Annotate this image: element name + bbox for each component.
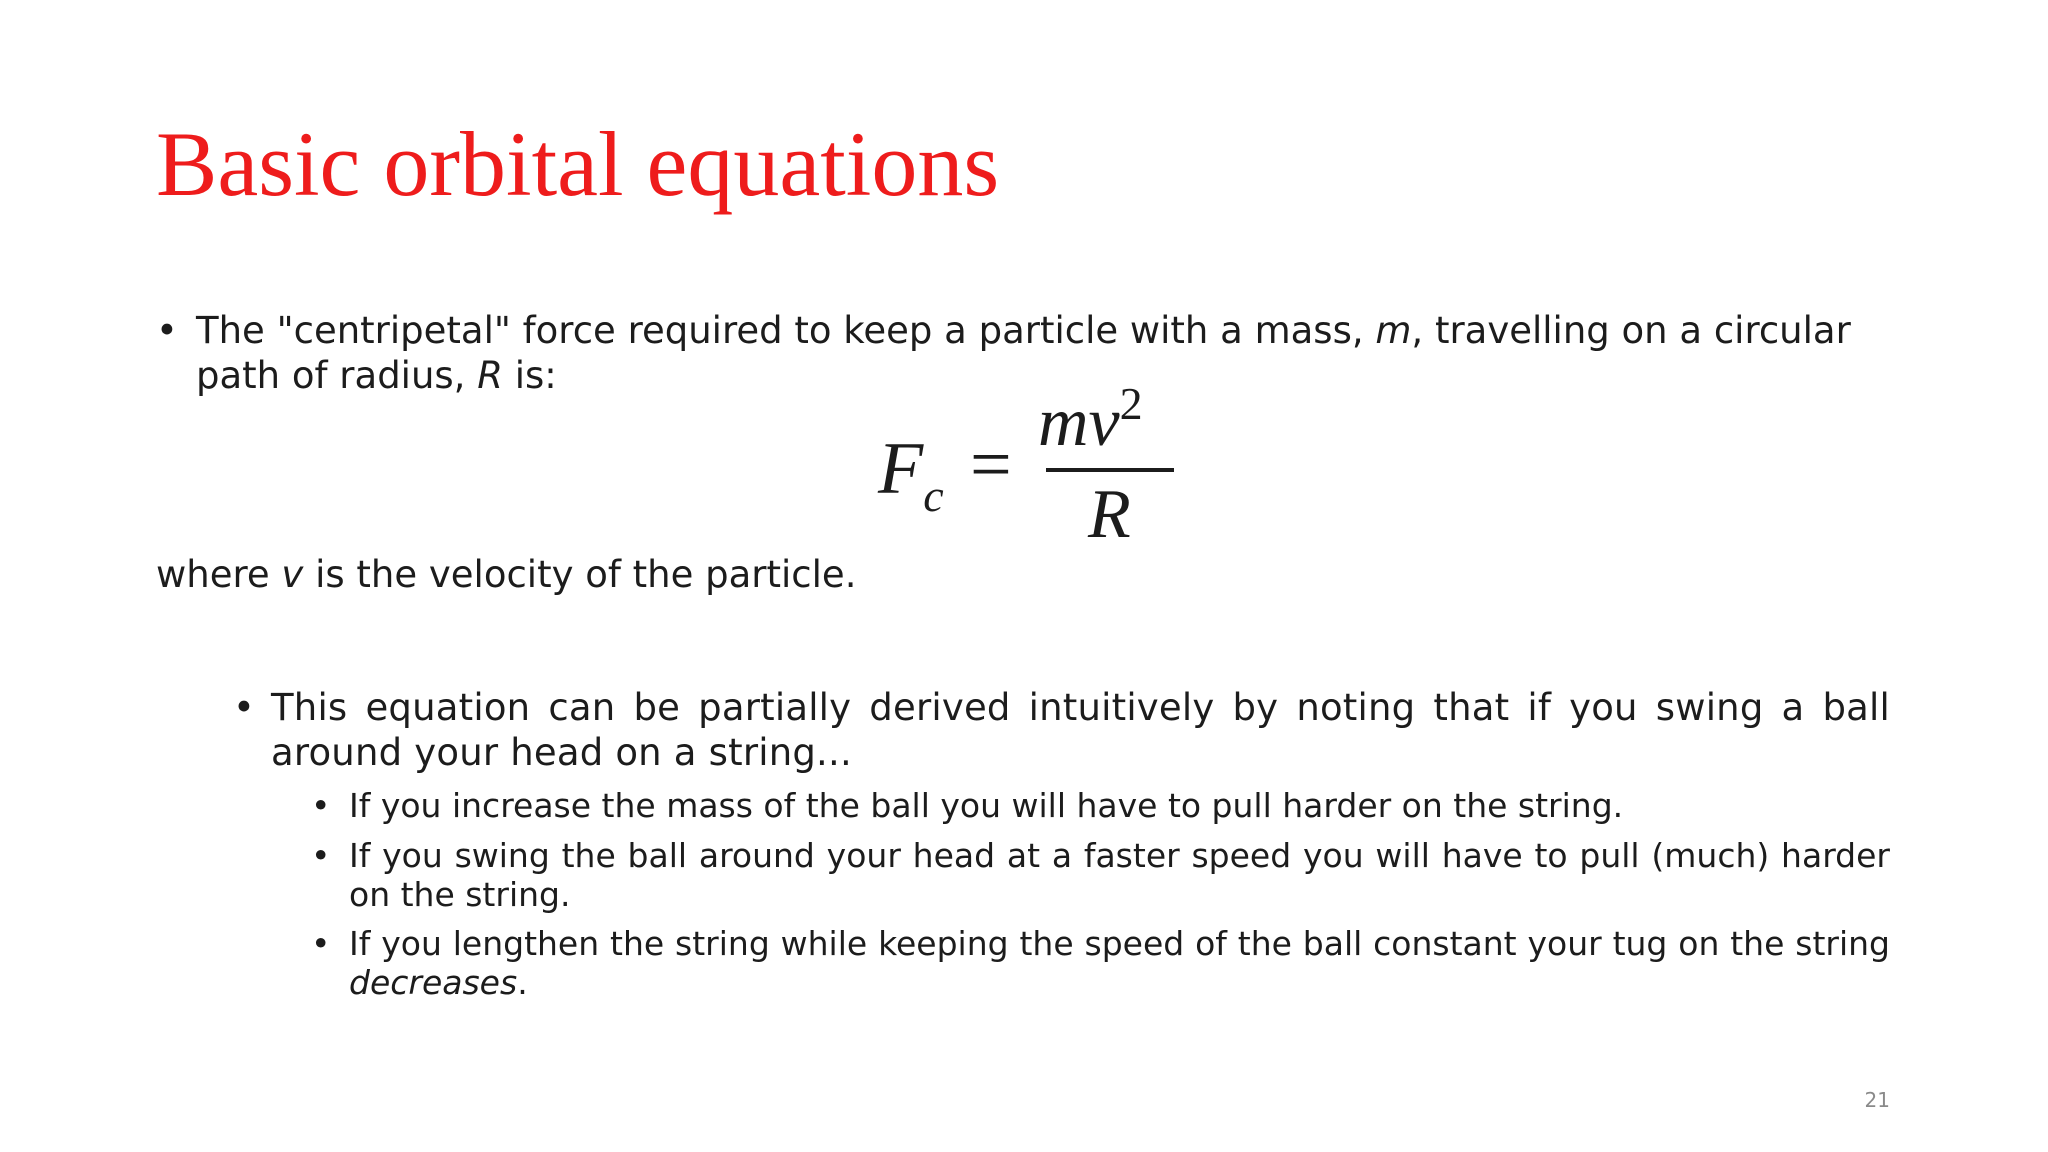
sub-bullet-mass [311, 786, 1890, 825]
formula-numerator [1038, 378, 1143, 461]
formula-denominator: R [1088, 476, 1131, 553]
bullet-marker: • [311, 786, 331, 825]
formula-fraction-bar [1046, 468, 1174, 472]
formula-lhs-subscript: c [923, 470, 944, 521]
formula-lhs-symbol: F [878, 428, 924, 510]
text-segment: is: [502, 354, 557, 397]
slide-title: Basic orbital equations [156, 113, 1000, 215]
bullet-marker: • [233, 686, 256, 729]
bullet-text: If you increase the mass of the ball you will have to pull harder on the string. [349, 786, 1624, 825]
bullet-text [349, 924, 1890, 1002]
centripetal-force-formula [870, 378, 1190, 553]
formula-numerator-text: mv [1038, 384, 1120, 461]
page-number: 21 [1864, 1088, 1890, 1112]
text-segment: If you lengthen the string while keeping the speed of the ball constant your tug on the string [349, 924, 1890, 963]
variable-v: v [281, 553, 304, 596]
text-segment: where [156, 553, 282, 596]
sub-bullet-speed [311, 836, 1890, 914]
variable-R: R [477, 354, 503, 397]
sub-bullet-length [311, 924, 1890, 1002]
formula-equals: = [970, 424, 1012, 506]
text-segment: is the velocity of the particle. [303, 553, 857, 596]
variable-m: m [1375, 309, 1412, 352]
formula-lhs [878, 428, 944, 521]
emphasis-decreases: decreases [349, 963, 518, 1002]
text-segment: . [517, 963, 528, 1002]
bullet-text: This equation can be partially derived intuitively by noting that if you swing a ball around your head on a string... [271, 686, 1890, 774]
bullet-derivation [233, 685, 1890, 775]
bullet-marker: • [311, 836, 331, 875]
where-line [156, 552, 856, 597]
text-segment: , travelling on a circular path of radius, [196, 309, 1851, 397]
bullet-text: If you swing the ball around your head at a faster speed you will have to pull (much) harder on the string. [349, 836, 1890, 914]
bullet-marker: • [156, 309, 178, 352]
text-segment: The "centripetal" force required to keep a particle with a mass, [196, 309, 1376, 352]
bullet-marker: • [311, 924, 331, 963]
formula-numerator-exponent: 2 [1119, 378, 1143, 429]
